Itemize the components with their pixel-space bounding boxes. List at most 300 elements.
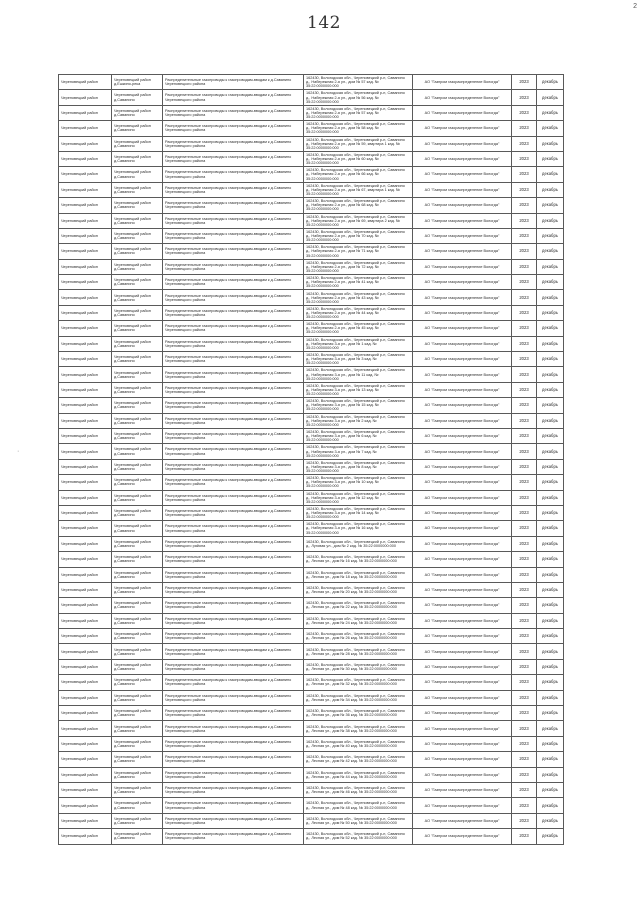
address-cell: 162430, Вологодская обл., Череповецкий р-н, Саванино д., Набережная 3-я ул., дом № 2 кад. № 35:22:0000000:000 (304, 413, 413, 428)
district-cell: Череповецкий район (59, 398, 112, 413)
address-cell: 162430, Вологодская обл., Череповецкий р-н, Саванино д., Набережная 2-я ул., дом № 59, квартира 1 кад. № 35:22:0000000:000 (304, 136, 413, 151)
table-row (59, 505, 564, 520)
year-cell: 2023 (512, 198, 537, 213)
corner-mark: 2 (633, 3, 637, 10)
address-cell: 162430, Вологодская обл., Череповецкий р-н, Саванино д., Лесная ул., дом № 38 кад. № 35:22:0000000:000 (304, 721, 413, 736)
month-cell: декабрь (537, 136, 564, 151)
year-cell: 2023 (512, 690, 537, 705)
object-description-cell: Распределительные газопроводы к газопроводам-вводам к д.Саванино Череповецкого района (163, 798, 304, 813)
month-cell: декабрь (537, 536, 564, 551)
address-cell: 162430, Вологодская обл., Череповецкий р-н, Саванино д., Лесная ул., дом № 48 кад. № 35:22:0000000:000 (304, 798, 413, 813)
month-cell: декабрь (537, 321, 564, 336)
year-cell: 2023 (512, 444, 537, 459)
locality-cell: Череповецкий район д.Саванино (112, 567, 163, 582)
object-description-cell: Распределительные газопроводы к газопроводам-вводам к д.Саванино Череповецкого района (163, 290, 304, 305)
margin-mark: · (17, 448, 20, 455)
year-cell: 2023 (512, 367, 537, 382)
table-row (59, 259, 564, 274)
object-description-cell: Распределительные газопроводы к газопроводам-вводам к д.Саванино Череповецкого района (163, 336, 304, 351)
year-cell: 2023 (512, 182, 537, 197)
object-description-cell: Распределительные газопроводы к газопроводам-вводам к д.Саванино Череповецкого района (163, 305, 304, 320)
owner-cell: АО "Газпром газораспределение Вологда" (413, 352, 512, 367)
address-cell: 162430, Вологодская обл., Череповецкий р-н, Саванино д., Набережная 3-я ул., дом № 3 кад. № 35:22:0000000:000 (304, 352, 413, 367)
table-row (59, 782, 564, 797)
locality-cell: Череповецкий район д.Саванино (112, 290, 163, 305)
locality-cell: Череповецкий район д.Саванино (112, 721, 163, 736)
district-cell: Череповецкий район (59, 290, 112, 305)
owner-cell: АО "Газпром газораспределение Вологда" (413, 644, 512, 659)
owner-cell: АО "Газпром газораспределение Вологда" (413, 105, 512, 120)
district-cell: Череповецкий район (59, 198, 112, 213)
locality-cell: Череповецкий район д.Саванино (112, 136, 163, 151)
locality-cell: Череповецкий район д.Саванино (112, 598, 163, 613)
object-description-cell: Распределительные газопроводы к газопроводам-вводам к д.Саванино Череповецкого района (163, 90, 304, 105)
month-cell: декабрь (537, 413, 564, 428)
district-cell: Череповецкий район (59, 813, 112, 828)
locality-cell: Череповецкий район д.Саванино (112, 382, 163, 397)
locality-cell: Череповецкий район д.Саванино (112, 536, 163, 551)
object-description-cell: Распределительные газопроводы к газопроводам-вводам к д.Саванино Череповецкого района (163, 244, 304, 259)
owner-cell: АО "Газпром газораспределение Вологда" (413, 290, 512, 305)
month-cell: декабрь (537, 598, 564, 613)
address-cell: 162430, Вологодская обл., Череповецкий р-н, Саванино д., Лесная ул., дом № 20 кад. № 35:22:0000000:000 (304, 582, 413, 597)
year-cell: 2023 (512, 829, 537, 844)
owner-cell: АО "Газпром газораспределение Вологда" (413, 659, 512, 674)
district-cell: Череповецкий район (59, 721, 112, 736)
address-cell: 162430, Вологодская обл., Череповецкий р-н, Саванино д., Набережная 2-я ул., дом № 60 кад. № 35:22:0000000:000 (304, 151, 413, 166)
month-cell: декабрь (537, 90, 564, 105)
table-row (59, 475, 564, 490)
address-cell: 162430, Вологодская обл., Череповецкий р-н, Саванино д., Набережная 2-я ул., дом № 66 кад. № 35:22:0000000:000 (304, 167, 413, 182)
district-cell: Череповецкий район (59, 736, 112, 751)
address-cell: 162430, Вологодская обл., Череповецкий р-н, Саванино д., Набережная 3-я ул., дом № 6 кад. № 35:22:0000000:000 (304, 428, 413, 443)
year-cell: 2023 (512, 213, 537, 228)
address-cell: 162430, Вологодская обл., Череповецкий р-н, Саванино д., Лесная ул., дом № 44 кад. № 35:22:0000000:000 (304, 767, 413, 782)
object-description-cell: Распределительные газопроводы к газопроводам-вводам к д.Саванино Череповецкого района (163, 721, 304, 736)
month-cell: декабрь (537, 767, 564, 782)
month-cell: декабрь (537, 505, 564, 520)
district-cell: Череповецкий район (59, 382, 112, 397)
owner-cell: АО "Газпром газораспределение Вологда" (413, 629, 512, 644)
year-cell: 2023 (512, 536, 537, 551)
table-row (59, 659, 564, 674)
year-cell: 2023 (512, 151, 537, 166)
owner-cell: АО "Газпром газораспределение Вологда" (413, 398, 512, 413)
district-cell: Череповецкий район (59, 459, 112, 474)
address-cell: 162430, Вологодская обл., Череповецкий р-н, Саванино д., Набережная 3-я ул., дом № 1 кад. № 35:22:0000000:000 (304, 336, 413, 351)
table-row (59, 736, 564, 751)
month-cell: декабрь (537, 752, 564, 767)
district-cell: Череповецкий район (59, 798, 112, 813)
year-cell: 2023 (512, 659, 537, 674)
address-cell: 162430, Вологодская обл., Череповецкий р-н, Саванино д., Лесная ул., дом № 26 кад. № 35:22:0000000:000 (304, 629, 413, 644)
address-cell: 162430, Вологодская обл., Череповецкий р-н, Саванино д., Лесная ул., дом № 16 кад. № 35:22:0000000:000 (304, 552, 413, 567)
locality-cell: Череповецкий район д.Саванино (112, 321, 163, 336)
month-cell: декабрь (537, 228, 564, 243)
table-row (59, 198, 564, 213)
table-row (59, 629, 564, 644)
year-cell: 2023 (512, 290, 537, 305)
month-cell: декабрь (537, 398, 564, 413)
locality-cell: Череповецкий район д.Саванино (112, 675, 163, 690)
locality-cell: Череповецкий район д.Саванино (112, 213, 163, 228)
table-row (59, 398, 564, 413)
owner-cell: АО "Газпром газораспределение Вологда" (413, 798, 512, 813)
locality-cell: Череповецкий район д.Саванино (112, 336, 163, 351)
object-description-cell: Распределительные газопроводы к газопроводам-вводам к д.Саванино Череповецкого района (163, 582, 304, 597)
object-description-cell: Распределительные газопроводы к газопроводам-вводам к д.Саванино Череповецкого района (163, 629, 304, 644)
table-row (59, 613, 564, 628)
district-cell: Череповецкий район (59, 151, 112, 166)
district-cell: Череповецкий район (59, 829, 112, 844)
object-description-cell: Распределительные газопроводы к газопроводам-вводам к д.Саванино Череповецкого района (163, 552, 304, 567)
table-row (59, 459, 564, 474)
address-cell: 162430, Вологодская обл., Череповецкий р-н, Саванино д., Набережная 2-я ул., дом № 45 кад. № 35:22:0000000:000 (304, 321, 413, 336)
month-cell: декабрь (537, 829, 564, 844)
object-description-cell: Распределительные газопроводы к газопроводам-вводам к д.Саванино Череповецкого района (163, 136, 304, 151)
owner-cell: АО "Газпром газораспределение Вологда" (413, 198, 512, 213)
month-cell: декабрь (537, 167, 564, 182)
locality-cell: Череповецкий район д.Саванино (112, 305, 163, 320)
locality-cell: Череповецкий район д.Саванино (112, 644, 163, 659)
object-description-cell: Распределительные газопроводы к газопроводам-вводам к д.Саванино Череповецкого района (163, 767, 304, 782)
locality-cell: Череповецкий район д.Саванино (112, 259, 163, 274)
district-cell: Череповецкий район (59, 213, 112, 228)
object-description-cell: Распределительные газопроводы к газопроводам-вводам к д.Саванино Череповецкого района (163, 598, 304, 613)
table-row (59, 552, 564, 567)
locality-cell: Череповецкий район д.Саванино (112, 244, 163, 259)
district-cell: Череповецкий район (59, 536, 112, 551)
locality-cell: Череповецкий район д.Саванино (112, 90, 163, 105)
locality-cell: Череповецкий район д.Саванино (112, 752, 163, 767)
owner-cell: АО "Газпром газораспределение Вологда" (413, 167, 512, 182)
year-cell: 2023 (512, 75, 537, 90)
table-row (59, 75, 564, 90)
object-description-cell: Распределительные газопроводы к газопроводам-вводам к д.Саванино Череповецкого района (163, 444, 304, 459)
owner-cell: АО "Газпром газораспределение Вологда" (413, 275, 512, 290)
locality-cell: Череповецкий район д.Саванино (112, 629, 163, 644)
address-cell: 162430, Вологодская обл., Череповецкий р-н, Саванино д., Набережная 2-я ул., дом № 56 кад. № 35:22:0000000:000 (304, 90, 413, 105)
table-row (59, 490, 564, 505)
year-cell: 2023 (512, 552, 537, 567)
month-cell: декабрь (537, 706, 564, 721)
locality-cell: Череповецкий район д.Саванино (112, 798, 163, 813)
month-cell: декабрь (537, 721, 564, 736)
month-cell: декабрь (537, 675, 564, 690)
month-cell: декабрь (537, 336, 564, 351)
month-cell: декабрь (537, 259, 564, 274)
district-cell: Череповецкий район (59, 367, 112, 382)
page-number: 142 (307, 13, 341, 33)
locality-cell: Череповецкий район д.Саванино (112, 151, 163, 166)
address-cell: 162430, Вологодская обл., Череповецкий р-н, Саванино д., Лесная ул., дом № 18 кад. № 35:22:0000000:000 (304, 567, 413, 582)
address-cell: 162430, Вологодская обл., Череповецкий р-н, Саванино д., Лесная ул., дом № 30 кад. № 35:22:0000000:000 (304, 659, 413, 674)
month-cell: декабрь (537, 659, 564, 674)
owner-cell: АО "Газпром газораспределение Вологда" (413, 598, 512, 613)
address-cell: 162430, Вологодская обл., Череповецкий р-н, Саванино д., Набережная 2-я ул., дом № 41 кад. № 35:22:0000000:000 (304, 275, 413, 290)
address-cell: 162430, Вологодская обл., Череповецкий р-н, Саванино д., Лесная ул., дом № 36 кад. № 35:22:0000000:000 (304, 706, 413, 721)
owner-cell: АО "Газпром газораспределение Вологда" (413, 721, 512, 736)
month-cell: декабрь (537, 244, 564, 259)
table-row (59, 167, 564, 182)
object-description-cell: Распределительные газопроводы к газопроводам-вводам к д.Саванино Череповецкого района (163, 505, 304, 520)
table-row (59, 598, 564, 613)
year-cell: 2023 (512, 490, 537, 505)
locality-cell: Череповецкий район д.Саванино (112, 690, 163, 705)
owner-cell: АО "Газпром газораспределение Вологда" (413, 136, 512, 151)
district-cell: Череповецкий район (59, 505, 112, 520)
month-cell: декабрь (537, 213, 564, 228)
address-cell: 162430, Вологодская обл., Череповецкий р-н, Саванино д., Набережная 3-я ул., дом № 16 кад. № 35:22:0000000:000 (304, 521, 413, 536)
district-cell: Череповецкий район (59, 305, 112, 320)
district-cell: Череповецкий район (59, 475, 112, 490)
year-cell: 2023 (512, 275, 537, 290)
object-description-cell: Распределительные газопроводы к газопроводам-вводам к д.Саванино Череповецкого района (163, 829, 304, 844)
year-cell: 2023 (512, 382, 537, 397)
district-cell: Череповецкий район (59, 444, 112, 459)
owner-cell: АО "Газпром газораспределение Вологда" (413, 690, 512, 705)
locality-cell: Череповецкий район д.Саванино (112, 413, 163, 428)
district-cell: Череповецкий район (59, 428, 112, 443)
owner-cell: АО "Газпром газораспределение Вологда" (413, 213, 512, 228)
district-cell: Череповецкий район (59, 352, 112, 367)
object-description-cell: Распределительные газопроводы к газопроводам-вводам к д.Саванино Череповецкого района (163, 521, 304, 536)
object-description-cell: Распределительные газопроводы к газопроводам-вводам к д.Саванино Череповецкого района (163, 536, 304, 551)
month-cell: декабрь (537, 382, 564, 397)
locality-cell: Череповецкий район д.Саванино (112, 367, 163, 382)
address-cell: 162430, Вологодская обл., Череповецкий р-н, Саванино д., Набережная 2-я ул., дом № 68 кад. № 35:22:0000000:000 (304, 198, 413, 213)
owner-cell: АО "Газпром газораспределение Вологда" (413, 428, 512, 443)
locality-cell: Череповецкий район д.Саванино (112, 659, 163, 674)
month-cell: декабрь (537, 475, 564, 490)
district-cell: Череповецкий район (59, 275, 112, 290)
table-row (59, 644, 564, 659)
owner-cell: АО "Газпром газораспределение Вологда" (413, 336, 512, 351)
object-description-cell: Распределительные газопроводы к газопроводам-вводам к д.Саванино Череповецкого района (163, 567, 304, 582)
table-row (59, 536, 564, 551)
year-cell: 2023 (512, 767, 537, 782)
district-cell: Череповецкий район (59, 521, 112, 536)
object-description-cell: Распределительные газопроводы к газопроводам-вводам к д.Саванино Череповецкого района (163, 675, 304, 690)
locality-cell: Череповецкий район д.Саванино (112, 829, 163, 844)
year-cell: 2023 (512, 398, 537, 413)
month-cell: декабрь (537, 275, 564, 290)
month-cell: декабрь (537, 782, 564, 797)
address-cell: 162430, Вологодская обл., Череповецкий р-н, Саванино д., Лесная ул., дом № 46 кад. № 35:22:0000000:000 (304, 782, 413, 797)
locality-cell: Череповецкий район д.Саванино (112, 121, 163, 136)
table-row (59, 675, 564, 690)
month-cell: декабрь (537, 198, 564, 213)
year-cell: 2023 (512, 428, 537, 443)
object-description-cell: Распределительные газопроводы к газопроводам-вводам к д.Саванино Череповецкого района (163, 613, 304, 628)
owner-cell: АО "Газпром газораспределение Вологда" (413, 413, 512, 428)
address-cell: 162430, Вологодская обл., Череповецкий р-н, Саванино д., Лесная ул., дом № 50 кад. № 35:22:0000000:000 (304, 813, 413, 828)
district-cell: Череповецкий район (59, 321, 112, 336)
table-row (59, 706, 564, 721)
owner-cell: АО "Газпром газораспределение Вологда" (413, 228, 512, 243)
object-description-cell: Распределительные газопроводы к газопроводам-вводам к д.Саванино Череповецкого района (163, 690, 304, 705)
month-cell: декабрь (537, 798, 564, 813)
object-description-cell: Распределительные газопроводы к газопроводам-вводам к д.Саванино Череповецкого района (163, 659, 304, 674)
object-description-cell: Распределительные газопроводы к газопроводам-вводам к д.Саванино Череповецкого района (163, 398, 304, 413)
year-cell: 2023 (512, 321, 537, 336)
object-description-cell: Распределительные газопроводы к газопроводам-вводам к д.Саванино Череповецкого района (163, 105, 304, 120)
address-cell: 162430, Вологодская обл., Череповецкий р-н, Саванино д., Луговая ул., дом № 2 кад. № 35:22:0000000:000 (304, 536, 413, 551)
address-cell: 162430, Вологодская обл., Череповецкий р-н, Саванино д., Набережная 2-я ул., дом № 72 кад. № 35:22:0000000:000 (304, 259, 413, 274)
object-description-cell: Распределительные газопроводы к газопроводам-вводам к д.Саванино Череповецкого района (163, 382, 304, 397)
locality-cell: Череповецкий район д.Саванино (112, 167, 163, 182)
district-cell: Череповецкий район (59, 413, 112, 428)
district-cell: Череповецкий район (59, 182, 112, 197)
year-cell: 2023 (512, 90, 537, 105)
owner-cell: АО "Газпром газораспределение Вологда" (413, 567, 512, 582)
object-description-cell: Распределительные газопроводы к газопроводам-вводам к д.Саванино Череповецкого района (163, 490, 304, 505)
locality-cell: Череповецкий район д.Саванино (112, 228, 163, 243)
year-cell: 2023 (512, 675, 537, 690)
table-row (59, 444, 564, 459)
district-cell: Череповецкий район (59, 336, 112, 351)
table-row (59, 813, 564, 828)
district-cell: Череповецкий район (59, 706, 112, 721)
address-cell: 162430, Вологодская обл., Череповецкий р-н, Саванино д., Набережная 2-я ул., дом № 69, квартира 2 кад. № 35:22:0000000:000 (304, 213, 413, 228)
year-cell: 2023 (512, 629, 537, 644)
table-row (59, 428, 564, 443)
object-description-cell: Распределительные газопроводы к газопроводам-вводам к д.Саванино Череповецкого района (163, 475, 304, 490)
owner-cell: АО "Газпром газораспределение Вологда" (413, 151, 512, 166)
year-cell: 2023 (512, 613, 537, 628)
object-description-cell: Распределительные газопроводы к газопроводам-вводам к д.Саванино Череповецкого района (163, 736, 304, 751)
owner-cell: АО "Газпром газораспределение Вологда" (413, 613, 512, 628)
table-row (59, 105, 564, 120)
year-cell: 2023 (512, 736, 537, 751)
table-row (59, 321, 564, 336)
address-cell: 162430, Вологодская обл., Череповецкий р-н, Саванино д., Набережная 3-я ул., дом № 12 кад. № 35:22:0000000:000 (304, 490, 413, 505)
locality-cell: Череповецкий район д.Саванино (112, 105, 163, 120)
month-cell: декабрь (537, 444, 564, 459)
locality-cell: Череповецкий район д.Саванино (112, 613, 163, 628)
locality-cell: Череповецкий район д.Саванино (112, 398, 163, 413)
year-cell: 2023 (512, 105, 537, 120)
month-cell: декабрь (537, 613, 564, 628)
owner-cell: АО "Газпром газораспределение Вологда" (413, 321, 512, 336)
year-cell: 2023 (512, 567, 537, 582)
address-cell: 162430, Вологодская обл., Череповецкий р-н, Саванино д., Лесная ул., дом № 34 кад. № 35:22:0000000:000 (304, 690, 413, 705)
address-cell: 162430, Вологодская обл., Череповецкий р-н, Саванино д., Лесная ул., дом № 24 кад. № 35:22:0000000:000 (304, 613, 413, 628)
district-cell: Череповецкий район (59, 228, 112, 243)
district-cell: Череповецкий район (59, 675, 112, 690)
district-cell: Череповецкий район (59, 136, 112, 151)
address-cell: 162430, Вологодская обл., Череповецкий р-н, Саванино д., Набережная 3-я ул., дом № 7 кад. № 35:22:0000000:000 (304, 444, 413, 459)
table-row (59, 305, 564, 320)
district-cell: Череповецкий район (59, 767, 112, 782)
month-cell: декабрь (537, 459, 564, 474)
object-description-cell: Распределительные газопроводы к газопроводам-вводам к д.Саванино Череповецкого района (163, 182, 304, 197)
district-cell: Череповецкий район (59, 259, 112, 274)
locality-cell: Череповецкий район д.Саванино (112, 767, 163, 782)
object-description-cell: Распределительные газопроводы к газопроводам-вводам к д.Саванино Череповецкого района (163, 213, 304, 228)
owner-cell: АО "Газпром газораспределение Вологда" (413, 444, 512, 459)
locality-cell: Череповецкий район д.Саванино (112, 736, 163, 751)
year-cell: 2023 (512, 644, 537, 659)
object-description-cell: Распределительные газопроводы к газопроводам-вводам к д.Саванино Череповецкого района (163, 151, 304, 166)
year-cell: 2023 (512, 598, 537, 613)
address-cell: 162430, Вологодская обл., Череповецкий р-н, Саванино д., Лесная ул., дом № 28 кад. № 35:22:0000000:000 (304, 644, 413, 659)
month-cell: декабрь (537, 690, 564, 705)
locality-cell: Череповецкий район д.Саванино (112, 706, 163, 721)
owner-cell: АО "Газпром газораспределение Вологда" (413, 259, 512, 274)
owner-cell: АО "Газпром газораспределение Вологда" (413, 505, 512, 520)
month-cell: декабрь (537, 521, 564, 536)
object-description-cell: Распределительные газопроводы к газопроводам-вводам к д.Саванино Череповецкого района (163, 167, 304, 182)
object-description-cell: Распределительные газопроводы к газопроводам-вводам к д.Саванино Череповецкого района (163, 428, 304, 443)
object-description-cell: Распределительные газопроводы к газопроводам-вводам к д.Саванино Череповецкого района (163, 782, 304, 797)
address-cell: 162430, Вологодская обл., Череповецкий р-н, Саванино д., Набережная 2-я ул., дом № 43 кад. № 35:22:0000000:000 (304, 290, 413, 305)
owner-cell: АО "Газпром газораспределение Вологда" (413, 305, 512, 320)
year-cell: 2023 (512, 782, 537, 797)
object-description-cell: Распределительные газопроводы к газопроводам-вводам к д.Саванино Череповецкого района (163, 259, 304, 274)
address-cell: 162430, Вологодская обл., Череповецкий р-н, Саванино д., Набережная 2-я ул., дом № 44 кад. № 35:22:0000000:000 (304, 305, 413, 320)
table-row (59, 829, 564, 844)
address-cell: 162430, Вологодская обл., Череповецкий р-н, Саванино д., Набережная 2-я ул., дом № 67, квартира 1 кад. № 35:22:0000000:000 (304, 182, 413, 197)
month-cell: декабрь (537, 552, 564, 567)
address-cell: 162430, Вологодская обл., Череповецкий р-н, Саванино д., Набережная 2-я ул., дом № 58 кад. № 35:22:0000000:000 (304, 121, 413, 136)
district-cell: Череповецкий район (59, 552, 112, 567)
locality-cell: Череповецкий район д.Саванино (112, 552, 163, 567)
month-cell: декабрь (537, 75, 564, 90)
table-row (59, 136, 564, 151)
address-cell: 162430, Вологодская обл., Череповецкий р-н, Саванино д., Лесная ул., дом № 32 кад. № 35:22:0000000:000 (304, 675, 413, 690)
year-cell: 2023 (512, 459, 537, 474)
district-cell: Череповецкий район (59, 659, 112, 674)
owner-cell: АО "Газпром газораспределение Вологда" (413, 536, 512, 551)
owner-cell: АО "Газпром газораспределение Вологда" (413, 829, 512, 844)
owner-cell: АО "Газпром газораспределение Вологда" (413, 75, 512, 90)
year-cell: 2023 (512, 352, 537, 367)
district-cell: Череповецкий район (59, 244, 112, 259)
locality-cell: Череповецкий район д.Саванино (112, 582, 163, 597)
owner-cell: АО "Газпром газораспределение Вологда" (413, 767, 512, 782)
district-cell: Череповецкий район (59, 782, 112, 797)
month-cell: декабрь (537, 428, 564, 443)
year-cell: 2023 (512, 136, 537, 151)
table-row (59, 244, 564, 259)
table-row (59, 352, 564, 367)
locality-cell: Череповецкий район д.Саванино (112, 198, 163, 213)
owner-cell: АО "Газпром газораспределение Вологда" (413, 752, 512, 767)
owner-cell: АО "Газпром газораспределение Вологда" (413, 490, 512, 505)
year-cell: 2023 (512, 121, 537, 136)
table-row (59, 582, 564, 597)
table-row (59, 151, 564, 166)
table-row (59, 213, 564, 228)
object-description-cell: Распределительные газопроводы к газопроводам-вводам к д.Саванино Череповецкого района (163, 413, 304, 428)
owner-cell: АО "Газпром газораспределение Вологда" (413, 90, 512, 105)
address-cell: 162430, Вологодская обл., Череповецкий р-н, Саванино д., Лесная ул., дом № 52 кад. № 35:22:0000000:000 (304, 829, 413, 844)
owner-cell: АО "Газпром газораспределение Вологда" (413, 706, 512, 721)
owner-cell: АО "Газпром газораспределение Вологда" (413, 552, 512, 567)
table-row (59, 567, 564, 582)
locality-cell: Череповецкий район д.Саванино (112, 490, 163, 505)
year-cell: 2023 (512, 752, 537, 767)
owner-cell: АО "Газпром газораспределение Вологда" (413, 475, 512, 490)
year-cell: 2023 (512, 706, 537, 721)
month-cell: декабрь (537, 305, 564, 320)
address-cell: 162430, Вологодская обл., Череповецкий р-н, Саванино д., Лесная ул., дом № 42 кад. № 35:22:0000000:000 (304, 752, 413, 767)
month-cell: декабрь (537, 490, 564, 505)
table-row (59, 121, 564, 136)
object-description-cell: Распределительные газопроводы к газопроводам-вводам к д.Саванино Череповецкого района (163, 813, 304, 828)
district-cell: Череповецкий район (59, 690, 112, 705)
